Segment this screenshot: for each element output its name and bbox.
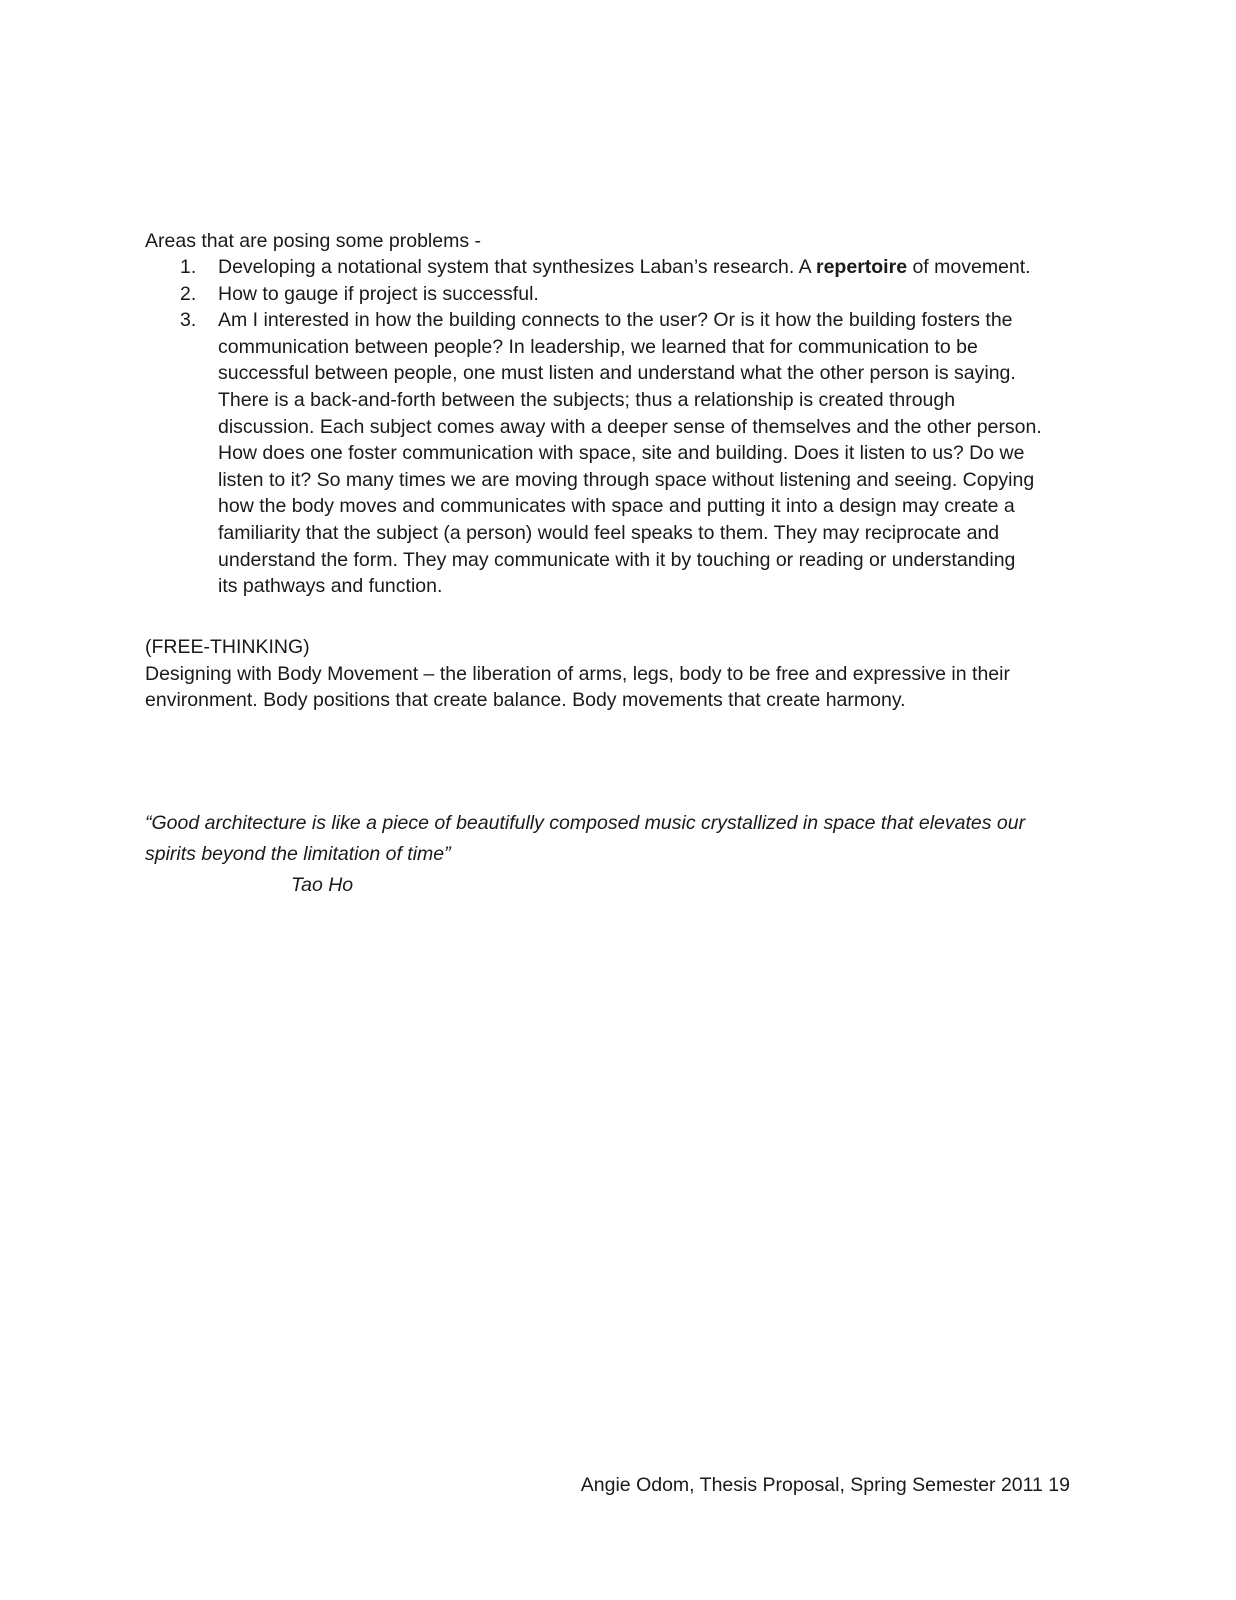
bold-term: repertoire [816,256,908,278]
list-item-text: How to gauge if project is successful. [218,282,539,305]
paragraph-line: its pathways and function. [218,575,443,598]
list-item-text [218,254,1085,281]
list-item-text-part: Developing a notational system that synthesizes Laban’s research. A [218,256,816,278]
free-thinking-label: (FREE-THINKING) [145,636,310,658]
paragraph-line: understand the form. They may communicate with it by touching or reading or understanding [218,548,1016,571]
paragraph-line: environment. Body positions that create balance. Body movements that create harmony. [145,689,906,712]
free-thinking-section [145,634,1085,714]
quote [145,808,1085,901]
list-item-number: 2. [180,282,197,305]
paragraph-line: listen to it? So many times we are moving through space without listening and seeing. Copying [218,468,1035,491]
quote-line: “Good architecture is like a piece of beautifully composed music crystallized in space that elevates our [145,812,1026,834]
list-item-text [218,307,1085,600]
section-heading: Areas that are posing some problems - [145,230,481,252]
list-item [145,281,1085,308]
page-footer: Angie Odom, Thesis Proposal, Spring Semester 2011 19 [580,1474,1070,1496]
paragraph-line: successful between people, one must listen and understand what the other person is saying. [218,362,1016,385]
paragraph-line: discussion. Each subject comes away with a deeper sense of themselves and the other person. [218,415,1042,438]
list-item [145,254,1085,281]
quote-author: Tao Ho [291,874,354,896]
paragraph-line: familiarity that the subject (a person) would feel speaks to them. They may reciprocate and [218,521,1000,544]
quote-line: spirits beyond the limitation of time” [145,843,451,865]
paragraph-line: communication between people? In leadership, we learned that for communication to be [218,335,978,358]
paragraph-line: how the body moves and communicates with space and putting it into a design may create a [218,495,1015,518]
paragraph-line: There is a back-and-forth between the subjects; thus a relationship is created through [218,388,956,411]
problems-list [145,254,1085,600]
list-item-number: 1. [180,256,197,278]
paragraph-line: Designing with Body Movement – the liberation of arms, legs, body to be free and expressive in their [145,662,1010,685]
list-item [145,307,1085,600]
paragraph-line: Am I interested in how the building connects to the user? Or is it how the building fosters the [218,309,1013,332]
list-item-text-part: of movement. [907,256,1031,278]
paragraph-line: How does one foster communication with space, site and building. Does it listen to us? Do we [218,442,1025,465]
list-item-number: 3. [180,309,197,332]
